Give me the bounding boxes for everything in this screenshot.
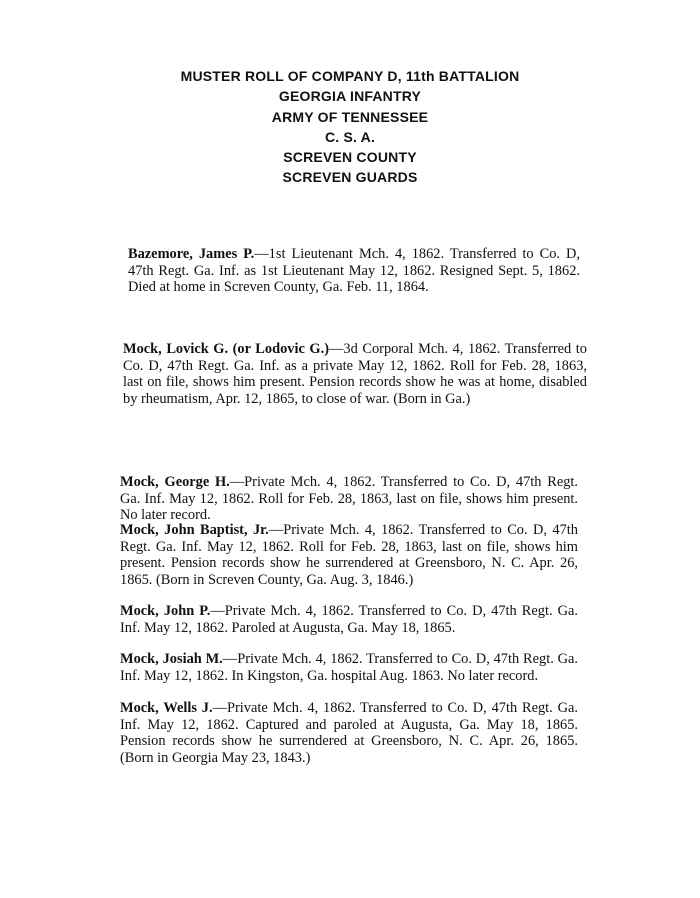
- entry-text: —3d Corporal Mch. 4, 1862. Transferred to Co. D, 47th Regt. Ga. Inf. as a private May 12, 1862. Roll for Feb. 28, 1863, last on file, shows him present. Pension records show he was at home, disabled by rheumatism, Apr. 12, 1865, to close of war. (Born in Ga.): [123, 341, 587, 407]
- header-csa: C. S. A.: [324, 128, 376, 145]
- header-county: SCREVEN COUNTY: [283, 149, 417, 166]
- entry-text: —Private Mch. 4, 1862. Transferred to Co. D, 47th Regt. Ga. Inf. May 12, 1862. Roll for Feb. 28, 1863, last on file, shows him present. No later record.: [120, 474, 578, 524]
- entry-text: —Private Mch. 4, 1862. Transferred to Co. D, 47th Regt. Ga. Inf. May 12, 1862. In Kingston, Ga. hospital Aug. 1863. No later record.: [120, 651, 578, 684]
- entry-text: —Private Mch. 4, 1862. Transferred to Co. D, 47th Regt. Ga. Inf. May 12, 1862. Captured and paroled at Augusta, Ga. May 18, 1865. Pension records show he surrendered at Greensboro, N. C. Apr. 26, 1865. (Born in Georgia May 23, 1843.): [120, 700, 579, 766]
- entry-name: Mock, Lovick G. (or Lodovic G.): [123, 341, 330, 357]
- header-army: ARMY OF TENNESSEE: [271, 108, 429, 125]
- entry-text: —1st Lieutenant Mch. 4, 1862. Transferred to Co. D, 47th Regt. Ga. Inf. as 1st Lieutenant May 12, 1862. Resigned Sept. 5, 1862. Died at home in Screven County, Ga. Feb. 11, 1864.: [128, 246, 580, 296]
- entry-name: Mock, Josiah M.: [120, 651, 223, 667]
- roster-entry: [120, 651, 578, 684]
- header-title: MUSTER ROLL OF COMPANY D, 11th BATTALION: [180, 68, 520, 84]
- roster-entry: [128, 246, 580, 296]
- entry-text: —Private Mch. 4, 1862. Transferred to Co. D, 47th Regt. Ga. Inf. May 12, 1862. Paroled at Augusta, Ga. May 18, 1865.: [120, 603, 578, 636]
- entry-name: Mock, John Baptist, Jr.: [120, 522, 269, 538]
- entry-name: Bazemore, James P.: [128, 246, 255, 262]
- entry-text: —Private Mch. 4, 1862. Transferred to Co. D, 47th Regt. Ga. Inf. May 12, 1862. Roll for Feb. 28, 1863, last on file, shows him present. Pension records show he surrendered at Greensboro, N. C. Apr. 26, 1865. (Born in Screven County, Ga. Aug. 3, 1846.): [120, 522, 578, 588]
- entry-name: Mock, John P.: [120, 603, 211, 619]
- roster-entry: [120, 603, 578, 636]
- roster-entry: [120, 474, 578, 524]
- roster-entry: [120, 700, 578, 766]
- entry-name: Mock, George H.: [120, 474, 230, 490]
- header-company-name: SCREVEN GUARDS: [282, 169, 418, 186]
- entry-name: Mock, Wells J.: [120, 700, 213, 716]
- header-unit: GEORGIA INFANTRY: [278, 88, 422, 105]
- document-header: [0, 66, 700, 188]
- roster-entry: [123, 341, 587, 407]
- roster-entry: [120, 522, 578, 588]
